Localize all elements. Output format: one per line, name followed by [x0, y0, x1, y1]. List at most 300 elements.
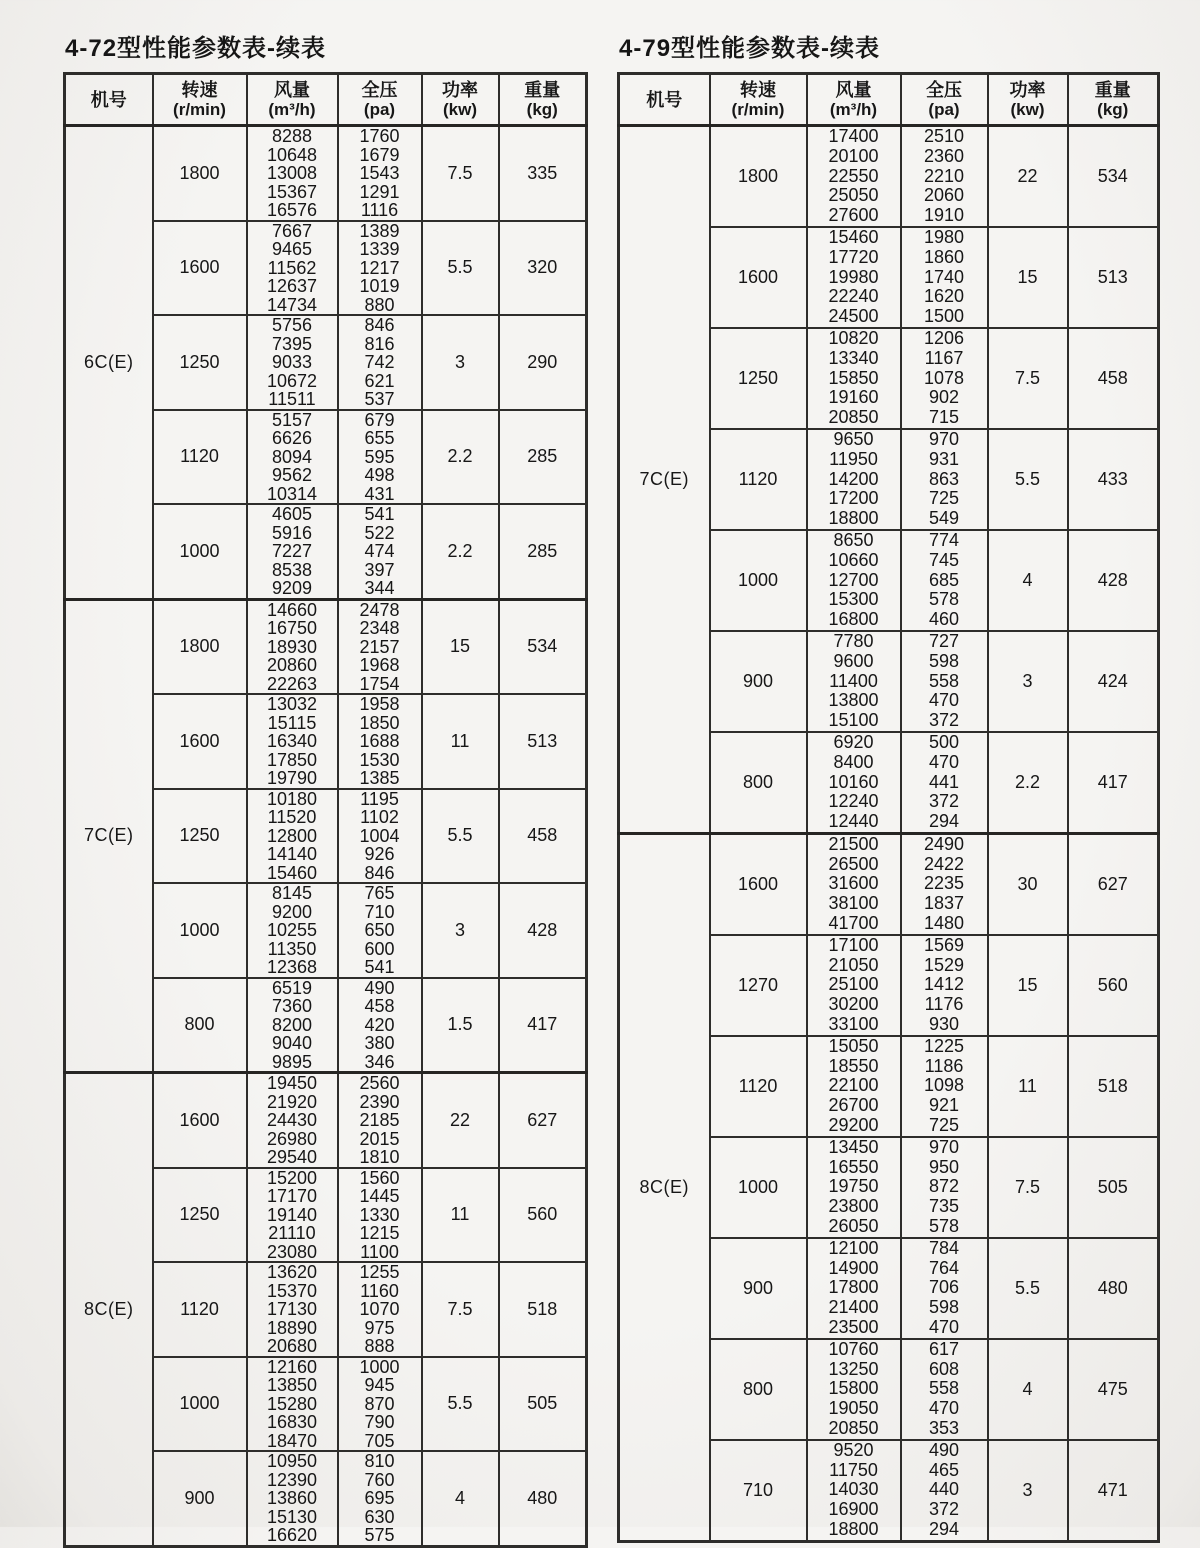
pressure-value: 498 [364, 465, 395, 485]
column-label: 风量 [274, 79, 310, 100]
weight-cell: 433 [1068, 429, 1159, 530]
speed-cell: 1250 [153, 1168, 247, 1263]
pressure-value: 846 [364, 862, 395, 883]
air-volume-value: 13250 [828, 1358, 879, 1379]
power-cell: 15 [422, 599, 499, 694]
air-volume-value: 13860 [266, 1488, 318, 1508]
column-unit: (r/min) [173, 99, 226, 119]
pressure-value: 441 [928, 771, 960, 792]
pressure-value: 902 [928, 387, 960, 408]
pressure-value: 930 [928, 1014, 960, 1035]
weight-cell: 513 [1068, 227, 1159, 328]
air-volume-value: 8288 [271, 126, 313, 146]
air-volume-value: 22240 [828, 286, 879, 307]
table-header [619, 74, 1159, 126]
pressure-cell [901, 1238, 988, 1339]
speed-row [65, 126, 587, 221]
air-volume-value: 17170 [266, 1186, 318, 1206]
air-volume-value: 30200 [828, 994, 879, 1015]
weight-cell: 428 [499, 883, 587, 978]
air-volume-value: 14734 [266, 294, 318, 315]
power-cell: 4 [988, 1339, 1068, 1440]
air-volume-value: 10314 [266, 483, 318, 504]
air-volume-value: 9520 [833, 1439, 874, 1460]
air-volume-cell [247, 978, 338, 1073]
weight-cell: 560 [499, 1168, 587, 1263]
air-volume-cell [807, 530, 901, 631]
air-volume-value: 18550 [828, 1055, 879, 1076]
air-volume-value: 10672 [266, 370, 318, 391]
pressure-value: 695 [364, 1488, 395, 1508]
weight-cell: 475 [1068, 1339, 1159, 1440]
power-cell: 3 [422, 315, 499, 410]
air-volume-cell [807, 328, 901, 429]
pressure-value: 1176 [924, 994, 964, 1015]
weight-cell: 285 [499, 410, 587, 505]
performance-table-4-72 [63, 72, 588, 1548]
air-volume-value: 13620 [266, 1262, 318, 1282]
power-cell: 15 [988, 935, 1068, 1036]
power-cell: 7.5 [988, 328, 1068, 429]
column-label: 转速 [740, 79, 776, 100]
pressure-cell [901, 1137, 988, 1238]
pressure-value: 2490 [923, 833, 965, 854]
pressure-value: 846 [364, 315, 395, 335]
pressure-value: 1330 [359, 1204, 400, 1225]
pressure-value: 1760 [359, 126, 400, 146]
air-volume-value: 20860 [266, 655, 318, 675]
air-volume-value: 19450 [266, 1073, 318, 1093]
pressure-value: 2235 [923, 873, 965, 894]
power-cell: 7.5 [422, 1262, 499, 1357]
air-volume-value: 11750 [829, 1459, 878, 1480]
pressure-value: 1195 [360, 788, 399, 809]
pressure-value: 2478 [359, 599, 400, 620]
pressure-cell [901, 935, 988, 1036]
speed-cell: 1250 [710, 328, 807, 429]
air-volume-value: 15100 [828, 710, 879, 731]
pressure-value: 1100 [360, 1241, 399, 1262]
weight-cell: 505 [1068, 1137, 1159, 1238]
pressure-value: 725 [928, 1115, 960, 1136]
pressure-value: 575 [364, 1525, 395, 1545]
air-volume-value: 8200 [271, 1014, 313, 1035]
pressure-value: 774 [928, 529, 960, 550]
speed-cell: 1800 [153, 599, 247, 694]
air-volume-value: 12700 [828, 569, 879, 590]
pressure-value: 745 [928, 549, 960, 570]
power-cell: 11 [422, 1168, 499, 1263]
pressure-value: 595 [364, 446, 395, 467]
air-volume-value: 16830 [266, 1412, 318, 1432]
air-volume-value: 11562 [267, 257, 317, 278]
pressure-cell [338, 504, 422, 599]
power-cell: 7.5 [422, 126, 499, 221]
pressure-value: 346 [364, 1051, 395, 1072]
speed-cell: 1800 [710, 126, 807, 227]
column-label: 全压 [361, 79, 398, 100]
power-cell: 11 [988, 1036, 1068, 1137]
air-volume-value: 6519 [271, 977, 313, 998]
air-volume-value: 7227 [271, 541, 313, 561]
speed-cell: 1600 [710, 833, 807, 934]
pressure-value: 2210 [923, 165, 965, 186]
power-cell: 22 [988, 126, 1068, 227]
column-header [807, 74, 901, 126]
air-volume-value: 11950 [829, 448, 878, 469]
speed-row [619, 126, 1159, 227]
air-volume-value: 9465 [271, 239, 313, 259]
air-volume-value: 13800 [828, 690, 879, 711]
pressure-value: 1910 [923, 205, 965, 226]
power-cell: 3 [988, 631, 1068, 732]
power-cell: 5.5 [422, 221, 499, 316]
air-volume-cell [247, 694, 338, 789]
pressure-value: 470 [928, 1317, 960, 1338]
pressure-value: 1740 [923, 266, 965, 287]
table-section-4-72 [63, 28, 585, 1548]
power-cell: 7.5 [988, 1137, 1068, 1238]
pressure-value: 1385 [359, 768, 400, 788]
air-volume-value: 10760 [828, 1338, 879, 1359]
air-volume-value: 26980 [266, 1128, 318, 1149]
pressure-value: 931 [928, 448, 960, 469]
air-volume-value: 12368 [266, 957, 318, 977]
air-volume-value: 22550 [828, 165, 879, 186]
air-volume-value: 10160 [828, 771, 879, 792]
air-volume-value: 14660 [266, 599, 318, 620]
column-header [65, 74, 153, 126]
column-label: 转速 [181, 79, 218, 100]
pressure-value: 470 [928, 1398, 960, 1419]
speed-cell: 1120 [153, 410, 247, 505]
pressure-value: 537 [364, 389, 395, 409]
pressure-cell [338, 883, 422, 978]
pressure-value: 617 [928, 1338, 960, 1359]
air-volume-value: 18930 [266, 636, 318, 657]
pressure-value: 735 [928, 1196, 960, 1217]
power-cell: 2.2 [422, 504, 499, 599]
column-header [901, 74, 988, 126]
air-volume-value: 12240 [828, 791, 879, 812]
pressure-value: 578 [928, 589, 960, 610]
speed-row [619, 833, 1159, 934]
air-volume-cell [247, 504, 338, 599]
pressure-value: 1206 [923, 327, 965, 348]
air-volume-value: 14200 [828, 468, 879, 489]
air-volume-value: 19980 [828, 266, 879, 287]
table-title-4-72: 4-72型性能参数表-续表 [65, 35, 327, 62]
pressure-value: 600 [364, 938, 395, 959]
pressure-value: 608 [928, 1358, 960, 1379]
air-volume-value: 29540 [266, 1147, 318, 1167]
speed-cell: 1250 [153, 789, 247, 884]
pressure-cell [901, 732, 988, 833]
air-volume-value: 12637 [266, 276, 318, 296]
air-volume-value: 17200 [828, 488, 879, 509]
air-volume-value: 18890 [266, 1317, 318, 1338]
pressure-value: 490 [928, 1439, 960, 1460]
air-volume-value: 12160 [266, 1356, 318, 1377]
air-volume-value: 15850 [828, 367, 879, 388]
air-volume-value: 21400 [828, 1297, 879, 1318]
air-volume-value: 25050 [828, 185, 879, 206]
column-label: 全压 [926, 79, 962, 100]
table-section-4-79 [617, 28, 1157, 1543]
pressure-value: 655 [364, 428, 395, 448]
column-header [710, 74, 807, 126]
pressure-value: 970 [928, 428, 960, 449]
weight-cell: 505 [499, 1357, 587, 1452]
power-cell: 1.5 [422, 978, 499, 1073]
pressure-value: 1500 [923, 306, 965, 327]
air-volume-value: 17800 [828, 1277, 879, 1298]
pressure-value: 558 [928, 670, 960, 691]
air-volume-value: 16550 [828, 1156, 879, 1177]
weight-cell: 417 [1068, 732, 1159, 833]
air-volume-value: 15460 [266, 862, 318, 883]
pressure-value: 598 [928, 650, 960, 671]
air-volume-value: 16800 [828, 609, 879, 630]
pressure-cell [338, 694, 422, 789]
air-volume-value: 14030 [828, 1479, 879, 1500]
air-volume-value: 10255 [266, 920, 318, 940]
column-unit: (m³/h) [829, 99, 878, 119]
air-volume-value: 14900 [828, 1257, 879, 1278]
air-volume-value: 8400 [833, 751, 874, 772]
power-cell: 5.5 [988, 1238, 1068, 1339]
speed-row [65, 599, 587, 694]
pressure-value: 1850 [359, 712, 400, 733]
air-volume-value: 26500 [828, 853, 879, 874]
air-volume-value: 11511 [268, 389, 316, 409]
air-volume-value: 11520 [267, 807, 317, 827]
air-volume-value: 15370 [266, 1280, 318, 1301]
pressure-cell [901, 1036, 988, 1137]
air-volume-value: 21500 [828, 833, 879, 854]
air-volume-cell [807, 126, 901, 227]
air-volume-value: 16340 [266, 731, 318, 751]
air-volume-cell [807, 1238, 901, 1339]
power-cell: 3 [988, 1440, 1068, 1541]
power-cell: 2.2 [422, 410, 499, 505]
weight-cell: 627 [499, 1073, 587, 1168]
air-volume-value: 16750 [266, 618, 318, 638]
pressure-value: 541 [364, 957, 395, 977]
weight-cell: 518 [499, 1262, 587, 1357]
pressure-value: 2360 [923, 145, 965, 166]
pressure-value: 500 [928, 731, 960, 752]
performance-table-4-79 [617, 72, 1160, 1543]
column-unit: (pa) [363, 99, 396, 119]
pressure-cell [901, 328, 988, 429]
column-header [1068, 74, 1159, 126]
power-cell: 3 [422, 883, 499, 978]
pressure-value: 397 [364, 559, 395, 580]
pressure-value: 742 [364, 352, 395, 372]
pressure-value: 715 [928, 407, 960, 428]
speed-cell: 1600 [710, 227, 807, 328]
pressure-value: 1217 [359, 257, 400, 278]
air-volume-cell [807, 631, 901, 732]
speed-cell: 1600 [153, 694, 247, 789]
model-cell: 8C(E) [619, 833, 710, 1541]
weight-cell: 335 [499, 126, 587, 221]
pressure-value: 2390 [359, 1091, 400, 1112]
weight-cell: 290 [499, 315, 587, 410]
pressure-value: 970 [928, 1136, 960, 1157]
air-volume-value: 14140 [266, 844, 318, 864]
air-volume-cell [247, 410, 338, 505]
pressure-value: 679 [364, 409, 395, 430]
pressure-value: 872 [928, 1176, 960, 1197]
pressure-value: 880 [364, 294, 395, 315]
pressure-value: 372 [928, 791, 960, 812]
model-cell: 7C(E) [65, 599, 153, 1073]
air-volume-value: 17130 [266, 1299, 318, 1319]
air-volume-value: 11350 [267, 938, 317, 959]
pressure-value: 1389 [359, 220, 400, 241]
speed-cell: 900 [710, 1238, 807, 1339]
air-volume-value: 23500 [828, 1317, 879, 1338]
pressure-value: 650 [364, 920, 395, 940]
air-volume-cell [807, 935, 901, 1036]
weight-cell: 480 [1068, 1238, 1159, 1339]
column-unit: (kg) [1097, 99, 1129, 119]
weight-cell: 518 [1068, 1036, 1159, 1137]
air-volume-cell [807, 1137, 901, 1238]
column-label: 功率 [442, 79, 478, 100]
pressure-value: 558 [928, 1378, 960, 1399]
column-header [422, 74, 499, 126]
pressure-value: 1837 [923, 893, 965, 914]
air-volume-value: 8094 [271, 446, 313, 467]
air-volume-value: 29200 [828, 1115, 879, 1136]
air-volume-value: 7780 [833, 630, 874, 651]
pressure-value: 474 [364, 541, 395, 561]
pressure-cell [901, 1440, 988, 1541]
pressure-value: 888 [364, 1336, 395, 1356]
air-volume-value: 18470 [266, 1430, 318, 1451]
pressure-value: 1186 [924, 1055, 964, 1076]
weight-cell: 428 [1068, 530, 1159, 631]
column-label: 机号 [90, 89, 127, 110]
pressure-value: 685 [928, 569, 960, 590]
air-volume-value: 15800 [828, 1378, 879, 1399]
air-volume-cell [247, 599, 338, 694]
pressure-value: 598 [928, 1297, 960, 1318]
air-volume-value: 20100 [828, 145, 879, 166]
air-volume-value: 16900 [828, 1499, 879, 1520]
pressure-value: 945 [364, 1375, 395, 1395]
pressure-value: 1102 [360, 807, 399, 827]
weight-cell: 471 [1068, 1440, 1159, 1541]
air-volume-value: 25100 [828, 974, 879, 995]
pressure-value: 1000 [359, 1356, 400, 1377]
pressure-value: 764 [928, 1257, 960, 1278]
pressure-cell [901, 429, 988, 530]
air-volume-value: 12800 [266, 825, 318, 846]
air-volume-value: 9033 [271, 352, 313, 372]
table-title-4-79: 4-79型性能参数表-续表 [619, 35, 881, 62]
pressure-value: 1968 [359, 655, 400, 675]
air-volume-value: 21110 [268, 1223, 316, 1243]
pressure-value: 710 [364, 901, 395, 922]
air-volume-value: 20850 [828, 407, 879, 428]
pressure-value: 578 [928, 1216, 960, 1237]
weight-cell: 627 [1068, 833, 1159, 934]
pressure-value: 921 [928, 1095, 960, 1116]
speed-cell: 1800 [153, 126, 247, 221]
speed-cell: 710 [710, 1440, 807, 1541]
air-volume-cell [247, 1262, 338, 1357]
air-volume-value: 15280 [266, 1393, 318, 1414]
pressure-cell [901, 833, 988, 934]
column-unit: (r/min) [731, 99, 785, 119]
pressure-value: 1480 [923, 913, 965, 934]
air-volume-cell [247, 1073, 338, 1168]
air-volume-value: 6626 [271, 428, 313, 448]
air-volume-value: 9562 [271, 465, 313, 485]
air-volume-value: 12100 [828, 1237, 879, 1258]
pressure-value: 1339 [359, 239, 400, 259]
air-volume-value: 15130 [266, 1506, 318, 1527]
pressure-cell [338, 1451, 422, 1546]
pressure-value: 470 [928, 751, 960, 772]
air-volume-value: 26700 [828, 1095, 879, 1116]
air-volume-value: 4605 [271, 504, 313, 524]
air-volume-value: 9650 [833, 428, 874, 449]
air-volume-value: 7360 [271, 996, 313, 1016]
pressure-cell [901, 530, 988, 631]
air-volume-value: 31600 [828, 873, 879, 894]
pressure-value: 790 [364, 1412, 395, 1432]
air-volume-value: 26050 [828, 1216, 879, 1237]
pressure-value: 1679 [359, 144, 400, 165]
pressure-value: 431 [364, 483, 395, 504]
pressure-value: 705 [364, 1430, 395, 1451]
weight-cell: 480 [499, 1451, 587, 1546]
air-volume-cell [247, 789, 338, 884]
pressure-value: 470 [928, 690, 960, 711]
pressure-value: 458 [364, 996, 395, 1016]
pressure-value: 1412 [923, 974, 965, 995]
pressure-value: 1160 [360, 1280, 399, 1301]
pressure-value: 1543 [359, 163, 400, 183]
column-label: 重量 [1094, 79, 1131, 100]
table-header [65, 74, 587, 126]
pressure-value: 549 [928, 508, 960, 529]
pressure-cell [338, 1357, 422, 1452]
pressure-value: 1070 [359, 1299, 400, 1319]
column-unit: (kw) [1010, 99, 1045, 119]
air-volume-value: 15367 [266, 181, 318, 202]
air-volume-value: 9200 [271, 901, 313, 922]
speed-cell: 1000 [153, 1357, 247, 1452]
air-volume-cell [807, 1339, 901, 1440]
pressure-value: 630 [364, 1506, 395, 1527]
weight-cell: 285 [499, 504, 587, 599]
pressure-value: 1445 [359, 1186, 400, 1206]
air-volume-value: 12390 [266, 1469, 318, 1490]
weight-cell: 458 [499, 789, 587, 884]
pressure-value: 784 [928, 1237, 960, 1258]
pressure-value: 372 [928, 710, 960, 731]
speed-cell: 1600 [153, 1073, 247, 1168]
pressure-value: 1810 [359, 1147, 400, 1167]
air-volume-value: 16620 [266, 1525, 318, 1545]
speed-cell: 1120 [710, 429, 807, 530]
